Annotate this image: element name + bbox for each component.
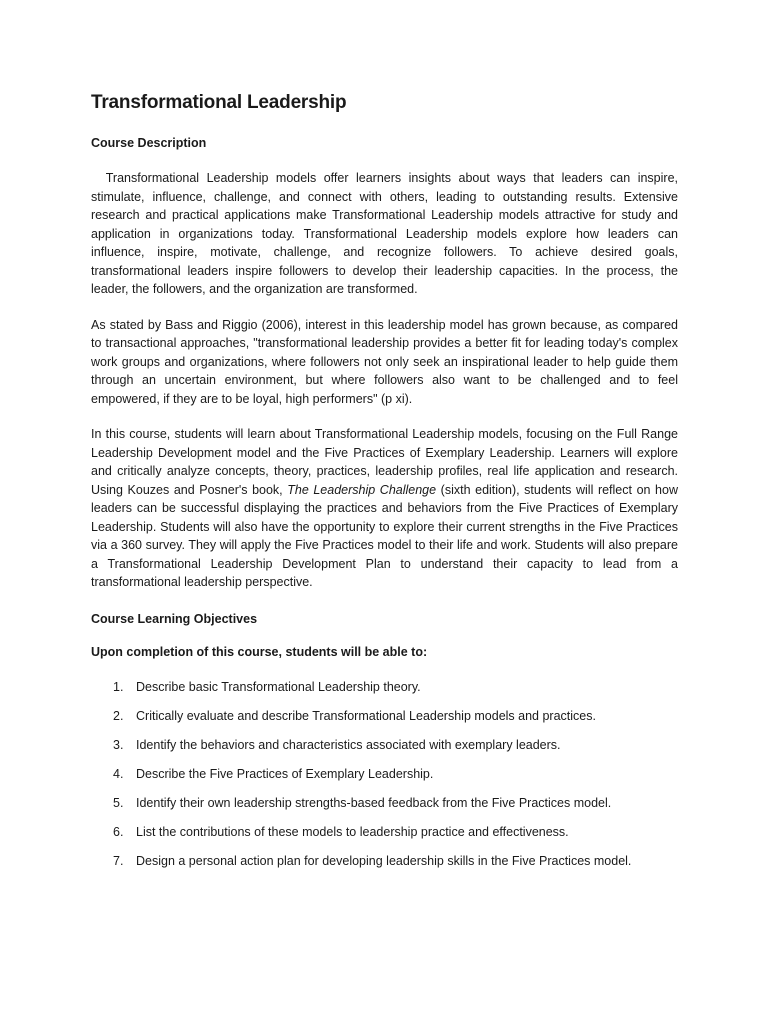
description-paragraph-3-part2: (sixth edition), students will reflect on how leaders can be successful displaying the practices and behaviors from the Five Practices of Exemplary Leadership. Students will also have the opportunity to explore their current strengths in the Five Practices via a 360 survey. They will apply the Five Practices model to their life and work. Students will also prepare a Transformational Leadership Development Plan to understand their capacity to lead from a transformational leadership perspective. (91, 482, 678, 589)
objectives-lead-in: Upon completion of this course, students will be able to: (91, 644, 428, 659)
page-title: Transformational Leadership (91, 92, 347, 113)
list-item-number: 3. (113, 737, 124, 752)
list-item (91, 765, 678, 783)
course-description-heading: Course Description (91, 136, 207, 150)
list-item-text: Identify the behaviors and characteristics associated with exemplary leaders. (136, 737, 561, 752)
list-item-number: 4. (113, 766, 124, 781)
list-item-text: Describe basic Transformational Leadership theory. (136, 679, 421, 694)
list-item (91, 794, 678, 812)
description-paragraph-3 (91, 425, 678, 592)
list-item-text: List the contributions of these models to leadership practice and effectiveness. (136, 824, 569, 839)
list-item-text: Critically evaluate and describe Transformational Leadership models and practices. (136, 708, 596, 723)
list-item (91, 852, 678, 870)
description-paragraph-1-text: Transformational Leadership models offer learners insights about ways that leaders can inspire, stimulate, influence, challenge, and connect with others, leading to outstanding results. Extensive research and practical applications make Transformational Leadership models attractive for study and application in organizations today. Transformational Leadership models explore how leaders can influence, inspire, motivate, challenge, and recognize followers. To achieve desired goals, transformational leaders inspire followers to develop their leadership capacities. In the process, the leader, the followers, and the organization are transformed. (91, 171, 678, 296)
list-item (91, 823, 678, 841)
list-item (91, 736, 678, 754)
list-item-number: 6. (113, 824, 124, 839)
list-item-number: 1. (113, 679, 124, 694)
list-item-text: Describe the Five Practices of Exemplary Leadership. (136, 766, 434, 781)
list-item-number: 7. (113, 853, 124, 868)
list-item-text: Identify their own leadership strengths-based feedback from the Five Practices model. (136, 795, 612, 810)
description-paragraph-2: As stated by Bass and Riggio (2006), interest in this leadership model has grown because, as compared to transactional approaches, "transformational leadership provides a better fit for leading today's complex work groups and organizations, where followers not only seek an inspirational leader to help guide them through an uncertain environment, but where followers also want to be challenged and to feel empowered, if they are to be loyal, high performers" (p xi). (91, 317, 678, 406)
description-paragraph-1 (91, 169, 678, 299)
objectives-list (91, 678, 678, 870)
list-item-text: Design a personal action plan for developing leadership skills in the Five Practices model. (136, 853, 632, 868)
list-item (91, 707, 678, 725)
objectives-heading: Course Learning Objectives (91, 611, 258, 626)
book-title: The Leadership Challenge (287, 482, 437, 497)
description-paragraph-3-part1: In this course, students will learn about Transformational Leadership models, focusing on the Full Range Leadership Development model and the Five Practices of Exemplary Leadership. Learners will explore and critically analyze concepts, theory, practices, leadership profiles, real life application and research. Using Kouzes and Posner's book, (91, 427, 678, 497)
list-item (91, 678, 678, 696)
document-page (91, 92, 678, 881)
list-item-number: 2. (113, 708, 124, 723)
list-item-number: 5. (113, 795, 124, 810)
